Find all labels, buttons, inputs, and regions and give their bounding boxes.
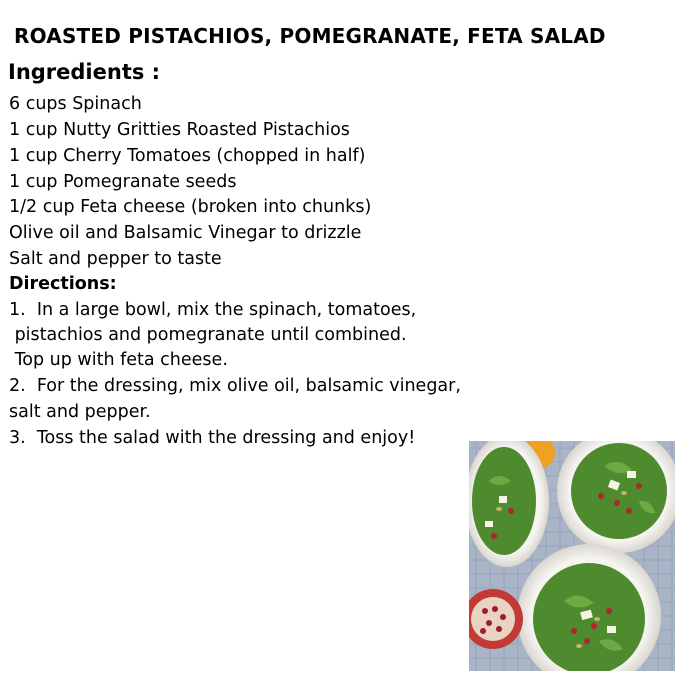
direction-line: 3. Toss the salad with the dressing and enjoy! <box>9 428 416 448</box>
direction-line: 2. For the dressing, mix olive oil, balsamic vinegar, <box>9 376 461 396</box>
salad-photo-illustration <box>469 441 675 671</box>
ingredients-heading: Ingredients : <box>8 60 161 84</box>
recipe-title: ROASTED PISTACHIOS, POMEGRANATE, FETA SALAD <box>14 24 606 48</box>
ingredient-item: Salt and pepper to taste <box>9 249 222 269</box>
ingredient-item: 1 cup Nutty Gritties Roasted Pistachios <box>9 120 350 140</box>
direction-line: salt and pepper. <box>9 402 151 422</box>
ingredient-item: Olive oil and Balsamic Vinegar to drizzle <box>9 223 362 243</box>
ingredient-item: 1 cup Pomegranate seeds <box>9 172 237 192</box>
salad-photo <box>469 441 675 671</box>
ingredient-item: 6 cups Spinach <box>9 94 142 114</box>
ingredient-item: 1 cup Cherry Tomatoes (chopped in half) <box>9 146 366 166</box>
directions-heading: Directions: <box>9 274 117 294</box>
direction-line: pistachios and pomegranate until combined. <box>9 325 407 345</box>
ingredient-item: 1/2 cup Feta cheese (broken into chunks) <box>9 197 372 217</box>
direction-line: Top up with feta cheese. <box>9 350 228 370</box>
direction-line: 1. In a large bowl, mix the spinach, tomatoes, <box>9 300 417 320</box>
